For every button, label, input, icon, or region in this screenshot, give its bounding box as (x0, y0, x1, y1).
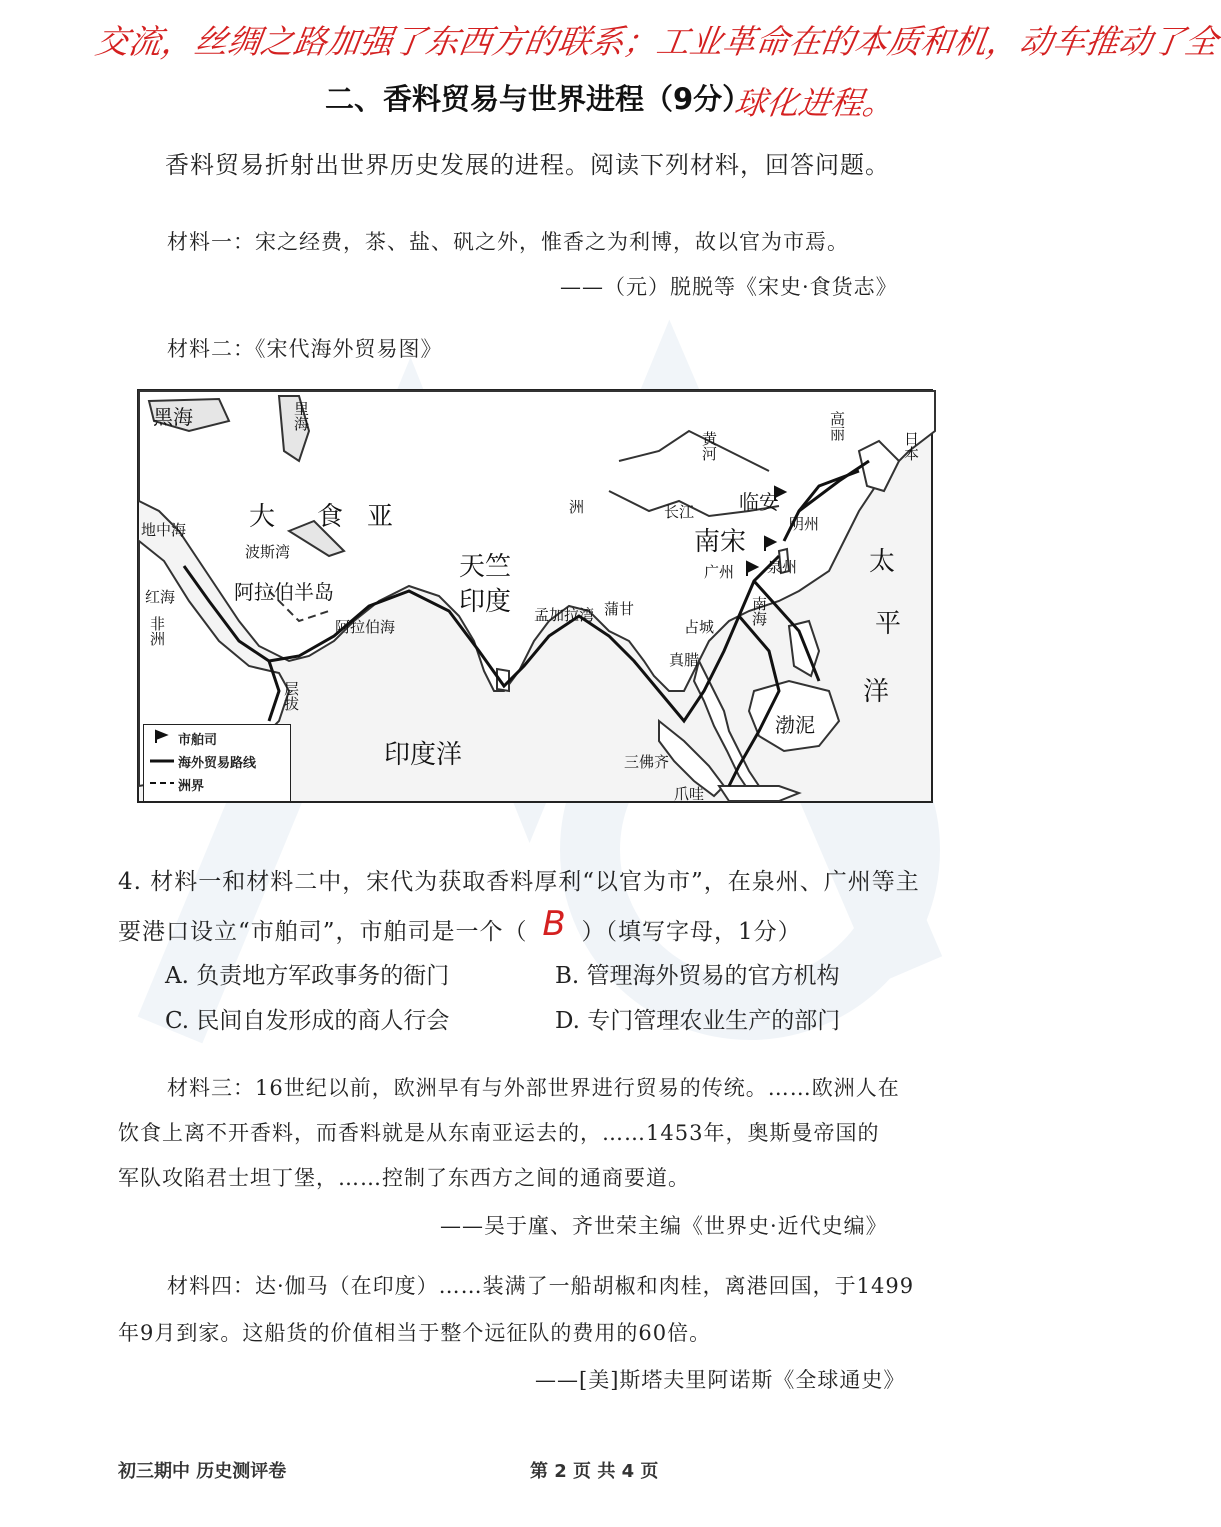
map-label-bengal: 孟加拉湾 (534, 606, 595, 624)
map-label-zhenla: 真腊 (669, 651, 700, 669)
map-label-guangzhou: 广州 (704, 563, 735, 581)
material3-line3: 军队攻陷君士坦丁堡，……控制了东西方之间的通商要道。 (118, 1166, 690, 1190)
map-label-indian-ocean: 印度洋 (384, 740, 463, 770)
map-land-java (719, 786, 799, 801)
q4-answer-mark: B (542, 904, 567, 944)
map-label-africa: 非洲 (148, 616, 166, 646)
map-label-goryeo: 高丽 (828, 411, 846, 441)
map-label-zhancheng: 占城 (684, 618, 715, 636)
map-label-pacific-1: 太 (869, 547, 896, 577)
map-label-dashi-3: 亚 (367, 502, 394, 532)
song-trade-map (137, 389, 933, 803)
map-label-quanzhou: 泉州 (767, 558, 798, 576)
material4-line1: 材料四：达·伽马（在印度）……装满了一船胡椒和肉桂，离港回国，于1499 (167, 1274, 915, 1298)
map-label-yellow-river: 黄河 (700, 431, 718, 461)
map-label-mediterranean: 地中海 (141, 521, 187, 539)
map-label-pacific-3: 洋 (863, 677, 890, 707)
material1-text: 材料一：宋之经费，茶、盐、矾之外，惟香之为利博，故以官为市焉。 (167, 230, 849, 254)
map-label-dashi-2: 食 (317, 502, 344, 532)
map-label-pugan: 蒲甘 (604, 600, 635, 618)
q4-option-c: C. 民间自发形成的商人行会 (165, 1008, 450, 1034)
footer-left: 初三期中 历史测评卷 (118, 1461, 287, 1482)
map-label-south-sea: 南海 (750, 596, 768, 626)
q4-line2-pre: 要港口设立“市舶司”，市舶司是一个（ (118, 919, 528, 945)
map-label-dashi-1: 大 (249, 502, 276, 532)
q4-option-d: D. 专门管理农业生产的部门 (555, 1008, 841, 1034)
map-label-caspian: 里海 (292, 401, 310, 431)
q4-line1: 4. 材料一和材料二中，宋代为获取香料厚利“以官为市”，在泉州、广州等主 (118, 869, 920, 895)
map-label-tianzhu: 天竺 (459, 552, 512, 582)
map-label-pacific-2: 平 (875, 609, 902, 639)
material4-source: ——[美]斯塔夫里阿诺斯《全球通史》 (535, 1368, 906, 1392)
map-label-arabian-sea: 阿拉伯海 (335, 618, 396, 636)
q4-option-b: B. 管理海外贸易的官方机构 (555, 963, 840, 989)
material2-label: 材料二：《宋代海外贸易图》 (167, 337, 443, 361)
map-label-zhuanluo: 爪哇 (674, 785, 705, 803)
material3-line2: 饮食上离不开香料，而香料就是从东南亚运去的，……1453年，奥斯曼帝国的 (118, 1121, 880, 1145)
material4-line2: 年9月到家。这船货的价值相当于整个远征队的费用的60倍。 (118, 1321, 712, 1345)
section-title: 二、香料贸易与世界进程（9分） (325, 82, 752, 116)
material1-source: ——（元）脱脱等《宋史·食货志》 (560, 275, 898, 299)
map-label-linan: 临安 (739, 490, 779, 514)
map-label-japan: 日本 (902, 431, 920, 461)
map-label-hui: 洲 (569, 498, 585, 516)
map-label-arabia: 阿拉伯半岛 (234, 580, 334, 604)
map-label-red-sea: 红海 (145, 588, 176, 606)
map-label-yangtze: 长江 (664, 503, 695, 521)
q4-option-a: A. 负责地方军政事务的衙门 (165, 963, 450, 989)
map-label-zanzibar: 层拔 (282, 681, 300, 711)
legend-route: 海外贸易路线 (178, 756, 257, 771)
map-label-borneo: 渤泥 (775, 713, 815, 737)
map-label-sanfoqi: 三佛齐 (624, 753, 670, 771)
legend-shibosi: 市舶司 (178, 733, 218, 748)
map-legend (143, 724, 291, 802)
q4-line2-post: ）（填写字母，1分） (581, 919, 802, 945)
handwritten-note-line2: 球化进程。 (732, 84, 898, 122)
q4-line2 (118, 904, 802, 948)
map-label-mingzhou: 明州 (789, 515, 820, 533)
handwritten-note-line1: 交流，丝绸之路加强了东西方的联系；工业革命在的本质和机，动车推动了全 (92, 22, 1221, 61)
material3-line1: 材料三：16世纪以前，欧洲早有与外部世界进行贸易的传统。……欧洲人在 (167, 1076, 900, 1100)
intro-text: 香料贸易折射出世界历史发展的进程。阅读下列材料，回答问题。 (165, 151, 890, 179)
footer-page-number: 第 2 页 共 4 页 (530, 1461, 659, 1482)
map-label-persian-gulf: 波斯湾 (245, 543, 291, 561)
map-label-black-sea: 黑海 (153, 405, 193, 429)
map-label-yindu: 印度 (459, 587, 512, 617)
legend-border: 洲界 (178, 779, 205, 794)
material3-source: ——吴于廑、齐世荣主编《世界史·近代史编》 (440, 1214, 888, 1238)
map-label-southern-song: 南宋 (694, 527, 747, 557)
